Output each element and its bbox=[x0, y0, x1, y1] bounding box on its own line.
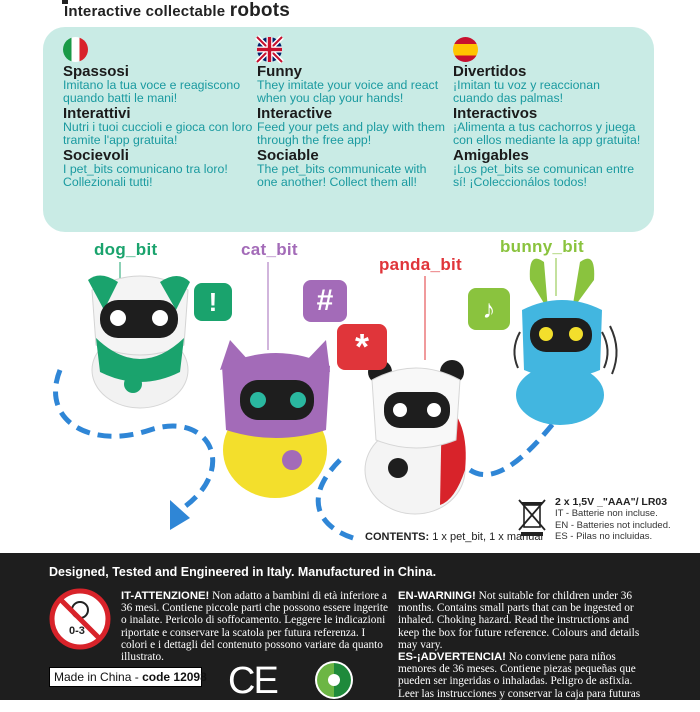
feature-text: ¡Alimenta a tus cachorros y juega con ellos mediante la app gratuita! bbox=[453, 120, 641, 147]
bunny-robot bbox=[514, 259, 616, 425]
hash-bubble-icon: # bbox=[303, 280, 347, 322]
warning-text: Not suitable for children under 36 months. Contains small parts that can be ingested or inhaled. Choking hazard. Read the instructions and keep the box for future reference. Colours and details may vary. bbox=[398, 590, 640, 651]
green-dot-recycle-icon bbox=[312, 660, 356, 700]
warning-label: ES-¡ADVERTENCIA! bbox=[398, 651, 506, 663]
feature-text: The pet_bits communicate with one another! Collect them all! bbox=[257, 162, 427, 189]
battery-info bbox=[555, 496, 695, 543]
feature-text: Feed your pets and play with them through the free app! bbox=[257, 120, 445, 147]
path-arrow-mid bbox=[318, 460, 360, 540]
exclamation-bubble-icon: ! bbox=[194, 283, 232, 321]
feature-title: Spassosi bbox=[63, 63, 129, 80]
made-in-italy-line: Designed, Tested and Engineered in Italy. Manufactured in China. bbox=[49, 565, 437, 579]
ce-mark-icon: CE bbox=[228, 660, 277, 702]
tagline-text: Interactive collectable bbox=[64, 3, 226, 20]
feature-title: Interactive bbox=[257, 105, 333, 122]
battery-line: IT - Batterie non incluse. bbox=[555, 508, 658, 519]
english-warning bbox=[398, 590, 648, 651]
age-badge-text: 0-3 bbox=[69, 625, 85, 637]
product-code-box bbox=[49, 667, 207, 687]
feature-title: Socievoli bbox=[63, 147, 129, 164]
dog-bit-label: dog_bit bbox=[94, 240, 158, 259]
feature-title: Funny bbox=[257, 63, 302, 80]
feature-title: Sociable bbox=[257, 147, 319, 164]
no-under-3-icon bbox=[49, 588, 111, 650]
panda-robot bbox=[365, 360, 466, 514]
tagline-emphasis: robots bbox=[229, 0, 291, 21]
feature-title: Divertidos bbox=[453, 63, 527, 80]
asterisk-bubble-icon: * bbox=[337, 324, 387, 370]
feature-text: I pet_bits comunicano tra loro! Collezionali tutti! bbox=[63, 162, 228, 189]
warning-label: IT-ATTENZIONE! bbox=[121, 590, 210, 602]
dog-robot bbox=[88, 275, 190, 408]
feature-text: They imitate your voice and react when you clap your hands! bbox=[257, 78, 439, 105]
feature-title: Interattivi bbox=[63, 105, 131, 122]
cat-robot bbox=[220, 340, 330, 498]
product-code: code 12098 bbox=[142, 670, 207, 684]
battery-line: EN - Batteries not included. bbox=[555, 519, 671, 531]
feature-text: ¡Imitan tu voz y reaccionan cuando das palmas! bbox=[453, 78, 600, 105]
contents-label: CONTENTS: bbox=[365, 531, 430, 543]
contents-text: 1 x pet_bit, 1 x manual bbox=[432, 531, 543, 543]
cat-bit-label: cat_bit bbox=[241, 240, 298, 259]
feature-text: Imitano la tua voce e reagiscono quando batti le mani! bbox=[63, 78, 241, 105]
made-in-china-text: Made in China - bbox=[54, 670, 139, 684]
warning-text: No conviene para niños menores de 36 meses. Contiene piezas pequeñas que pueden ser ingeridas o inhaladas. Peligro de asfixia. Leer las instrucciones y conservar la caja para futuras referencias. Los colores y los detalles del bbox=[398, 651, 641, 712]
bunny-bit-label: bunny_bit bbox=[500, 237, 584, 256]
italian-warning bbox=[121, 590, 391, 663]
feature-title: Amigables bbox=[453, 147, 529, 164]
feature-text: Nutri i tuoi cuccioli e gioca con loro tramite l'app gratuita! bbox=[63, 120, 253, 147]
spanish-warning bbox=[398, 651, 650, 712]
contents-line bbox=[365, 531, 543, 543]
battery-title: 2 x 1,5V _"AAA"/ LR03 bbox=[555, 496, 668, 508]
feature-title: Interactivos bbox=[453, 105, 538, 122]
battery-line: ES - Pilas no incluidas. bbox=[555, 531, 653, 542]
panda-bit-label: panda_bit bbox=[379, 255, 462, 274]
warning-label: EN-WARNING! bbox=[398, 590, 476, 602]
path-arrow-right bbox=[470, 415, 560, 475]
feature-text: ¡Los pet_bits se comunican entre sí! ¡Coleccionálos todos! bbox=[453, 162, 635, 189]
warning-text: Non adatto a bambini di età inferiore a 36 mesi. Contiene piccole parti che possono essere ingerite o inalate. Pericolo di soffocamento. Leggere le indicazioni riportate e conservare la scatola per futura referenza. I colori e i dettagli del contenuto possono variare da quanto illustrato. bbox=[121, 590, 388, 664]
music-note-bubble-icon: ♪ bbox=[468, 288, 510, 330]
